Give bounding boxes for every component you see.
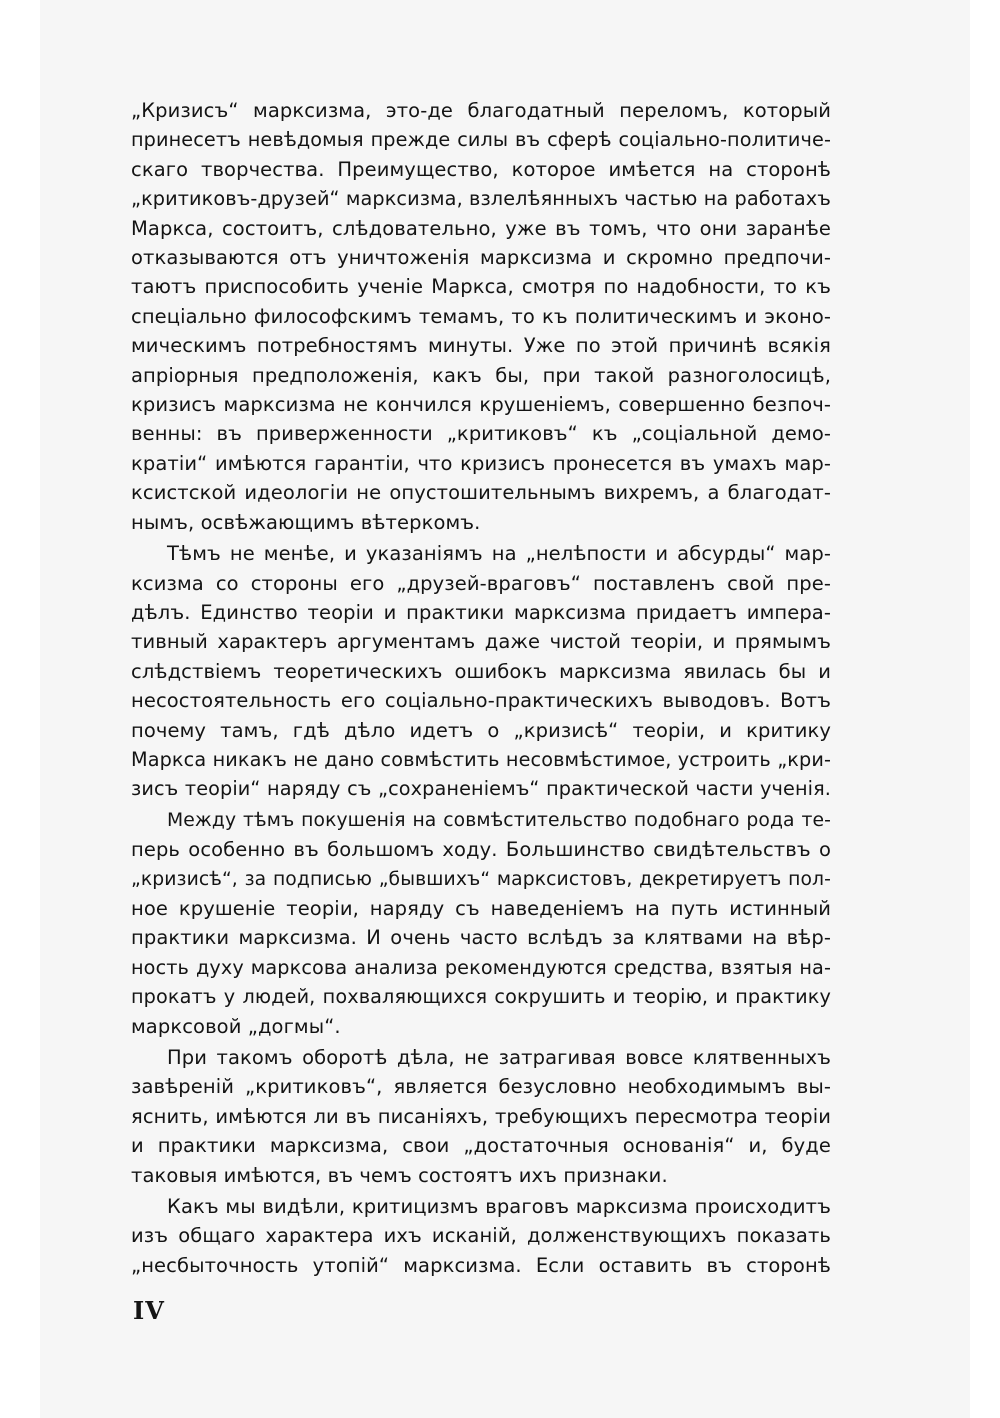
text-line: При такомъ оборотѣ дѣла, не затрагивая вовсе клятвенныхъ [167,1046,831,1069]
text-line: нымъ, освѣжающимъ вѣтеркомъ. [131,510,481,534]
text-line: тивный характеръ аргументамъ даже чистой теоріи, и прямымъ [131,630,831,654]
book-page [40,0,970,1418]
text-line: принесетъ невѣдомыя прежде силы въ сферѣ соціально-политиче- [131,128,831,152]
text-line: Какъ мы видѣли, критицизмъ враговъ марксизма происходитъ [167,1195,831,1219]
text-line: практики марксизма. И очень часто вслѣдъ за клятвами на вѣр- [131,926,831,950]
text-line: ность духу марксова анализа рекомендуются средства, взятыя на- [131,955,831,979]
text-line: кратіи“ имѣются гарантіи, что кризисъ пронесется въ умахъ мар- [131,451,831,475]
text-line: ксистской идеологіи не опустошительнымъ вихремъ, а благодат- [131,481,831,505]
text-line: Маркса, состоитъ, слѣдовательно, уже въ томъ, что они заранѣе [131,216,831,240]
text-line: мическимъ потребностямъ минуты. Уже по этой причинѣ всякія [131,334,831,358]
text-line: почему тамъ, гдѣ дѣло идетъ о „кризисѣ“ теоріи, и критику [131,718,831,742]
text-line: таковыя имѣются, въ чемъ состоятъ ихъ признаки. [131,1163,668,1187]
text-line: прокатъ у людей, похваляющихся сокрушить и теорію, и практику [131,985,831,1009]
text-line: „кризисѣ“, за подписью „бывшихъ“ марксистовъ, декретируетъ пол- [131,868,831,890]
text-line: яснить, имѣются ли въ писаніяхъ, требующихъ пересмотра теоріи [131,1104,831,1128]
text-line: завѣреній „критиковъ“, является безусловно необходимымъ вы- [131,1075,831,1099]
text-line: зисъ теоріи“ наряду съ „сохраненіемъ“ практической части ученія. [131,777,831,801]
text-line: „критиковъ-друзей“ марксизма, взлелѣянныхъ частью на работахъ [131,187,831,211]
text-line: скаго творчества. Преимущество, которое имѣется на сторонѣ [131,157,831,181]
text-line: слѣдствіемъ теоретическихъ ошибокъ марксизма явилась бы и [131,659,831,683]
text-line: дѣлъ. Единство теоріи и практики марксизма придаетъ импера- [131,600,831,624]
text-line: таютъ приспособить ученіе Маркса, смотря по надобности, то къ [131,275,831,299]
text-line: Тѣмъ не менѣе, и указаніямъ на „нелѣпости и абсурды“ мар- [167,542,831,566]
text-line: „несбыточность утопій“ марксизма. Если оставить въ сторонѣ [131,1253,831,1277]
text-line: изъ общаго характера ихъ исканій, долженствующихъ показать [131,1224,831,1248]
text-line: спеціально философскимъ темамъ, то къ политическимъ и эконо- [131,304,831,328]
text-line: отказываются отъ уничтоженія марксизма и скромно предпочи- [131,246,831,270]
text-line: венны: въ приверженности „критиковъ“ къ „соціальной демо- [131,422,831,446]
text-line: „Кризисъ“ марксизма, это-де благодатный переломъ, который [131,99,831,122]
text-line: Между тѣмъ покушенія на совмѣстительство подобнаго рода те- [167,809,831,831]
text-line: ксизма со стороны его „друзей-враговъ“ поставленъ свой пре- [131,571,831,595]
text-line: и практики марксизма, свои „достаточныя основанія“ и, буде [131,1134,831,1158]
body-text [131,96,831,1280]
text-line: ное крушеніе теоріи, наряду съ наведеніемъ на путь истинный [131,896,831,920]
text-line: Маркса никакъ не дано совмѣстить несовмѣстимое, устроить „кри- [131,747,831,771]
text-line: кризисъ марксизма не кончился крушеніемъ, совершенно безпоч- [131,393,831,417]
text-line: апріорныя предположенія, какъ бы, при такой разноголосицѣ, [131,363,831,387]
text-line: несостоятельность его соціально-практическихъ выводовъ. Вотъ [131,689,831,713]
page-number: IV [133,1296,165,1325]
text-line: перь особенно въ большомъ ходу. Большинство свидѣтельствъ о [131,838,831,862]
text-line: марксовой „догмы“. [131,1014,341,1038]
